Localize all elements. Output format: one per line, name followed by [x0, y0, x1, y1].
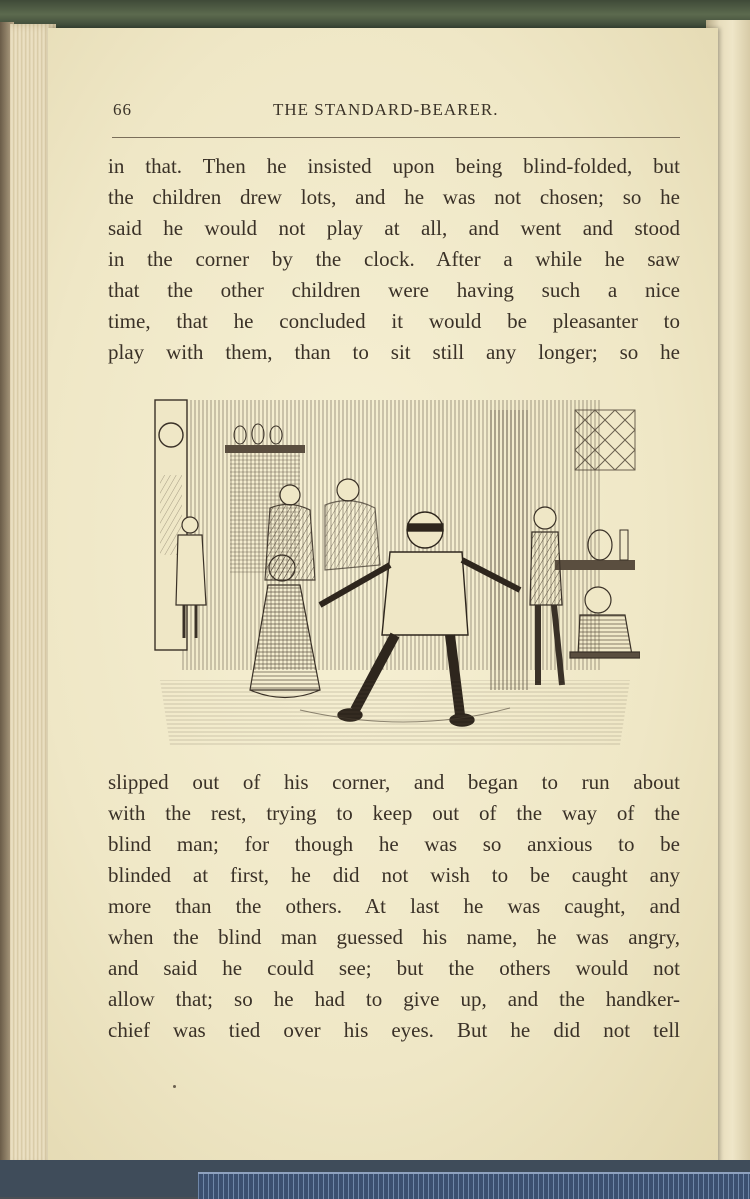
- text-line: in the corner by the clock. After a while he saw: [108, 247, 680, 271]
- blind-mans-buff-engraving: [150, 390, 640, 750]
- ink-speck: [173, 1085, 176, 1088]
- text-line: allow that; so he had to give up, and the handker-: [108, 987, 680, 1011]
- text-line: more than the others. At last he was caught, and: [108, 894, 680, 918]
- text-line: and said he could see; but the others would not: [108, 956, 680, 980]
- text-line: blind man; for though he was so anxious to be: [108, 832, 680, 856]
- measuring-ruler: [198, 1172, 750, 1199]
- running-title: THE STANDARD-BEARER.: [273, 100, 499, 119]
- page-number: 66: [113, 100, 132, 119]
- text-line: that the other children were having such a nice: [108, 278, 680, 302]
- running-head: [108, 96, 680, 124]
- text-line: the children drew lots, and he was not chosen; so he: [108, 185, 680, 209]
- text-line: slipped out of his corner, and began to run about: [108, 770, 680, 794]
- header-rule: [112, 137, 680, 138]
- text-line: chief was tied over his eyes. But he did not tell: [108, 1018, 680, 1042]
- text-line: in that. Then he insisted upon being blind-folded, but: [108, 154, 680, 178]
- text-line: blinded at first, he did not wish to be caught any: [108, 863, 680, 887]
- text-line: said he would not play at all, and went and stood: [108, 216, 680, 240]
- text-line: play with them, than to sit still any longer; so he: [108, 340, 680, 364]
- text-line: with the rest, trying to keep out of the way of the: [108, 801, 680, 825]
- text-line: when the blind man guessed his name, he was angry,: [108, 925, 680, 949]
- text-line: time, that he concluded it would be pleasanter to: [108, 309, 680, 333]
